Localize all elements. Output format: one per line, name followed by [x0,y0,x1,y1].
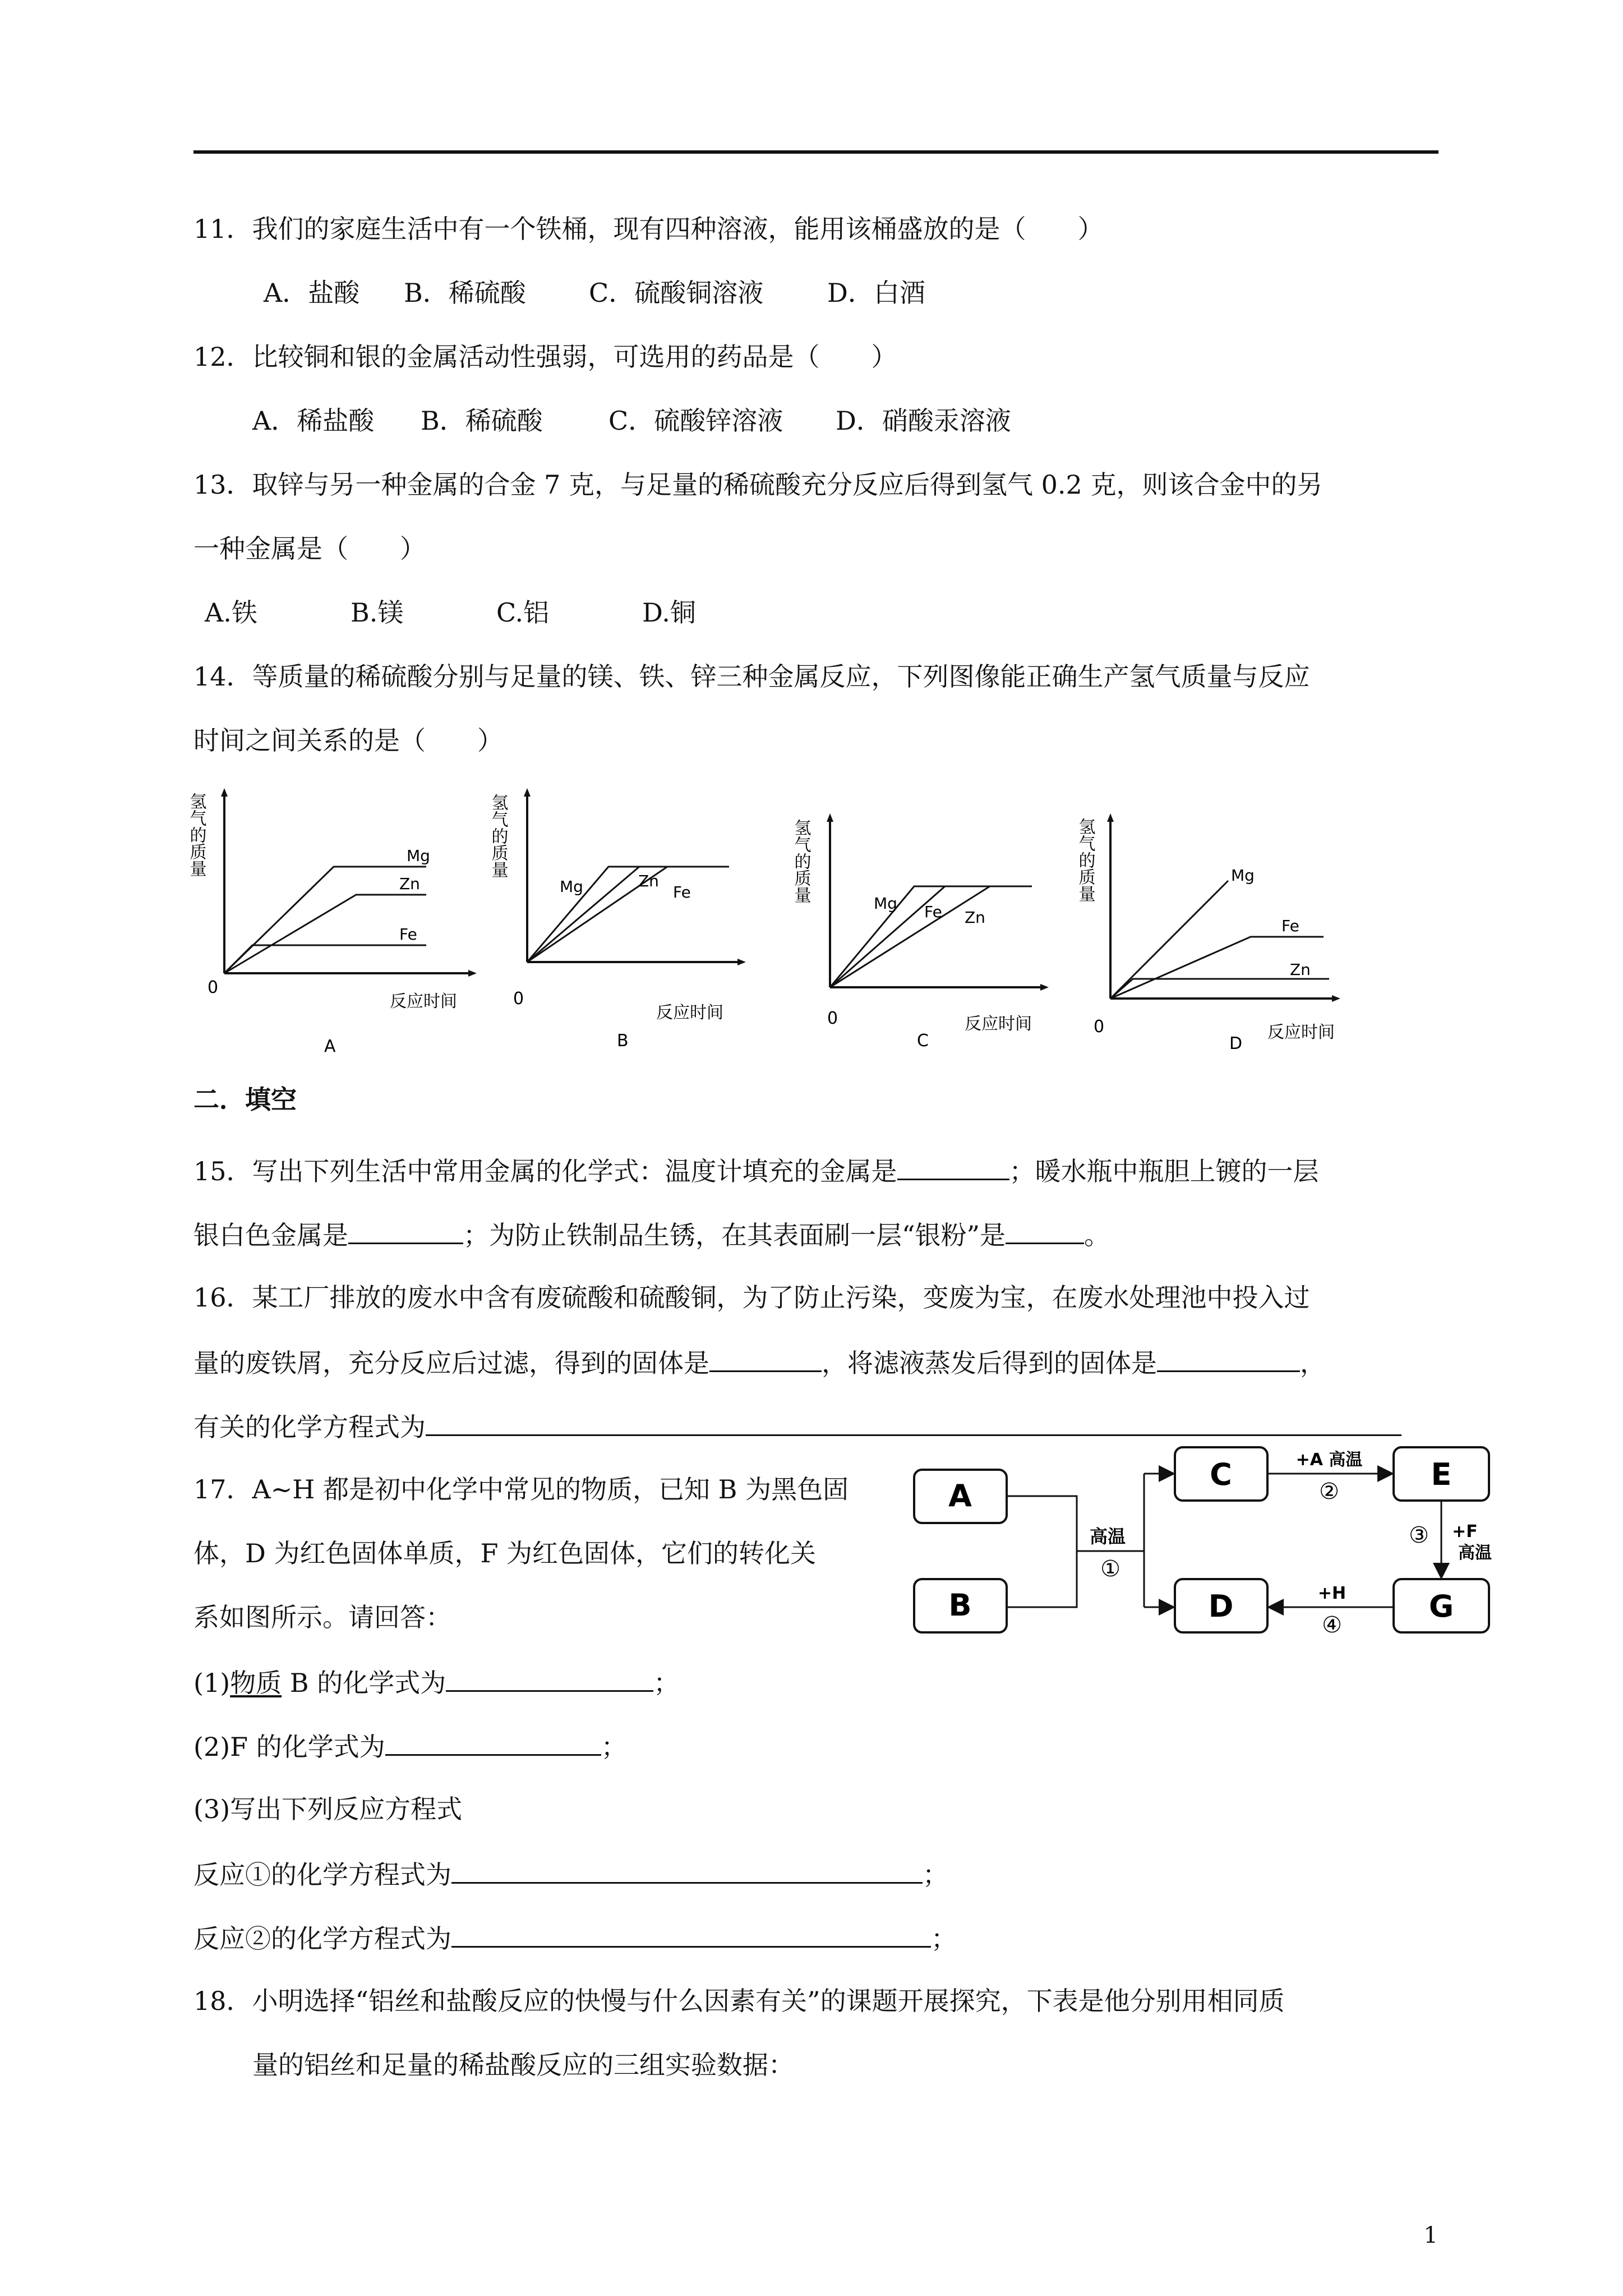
flow-node-d-label: D [1208,1589,1234,1624]
q15-blank-1[interactable] [897,1153,1009,1180]
q17-line2: 体，D 为红色固体单质，F 为红色固体，它们的转化关 [193,1538,817,1568]
graph-d-ylabel: 氢气的质量 [1075,818,1095,902]
graph-b-xlabel: 反应时间 [656,1003,723,1023]
q17-sub4-end: ； [923,1860,948,1890]
flow-node-e-label: E [1431,1457,1452,1492]
q16-line2 [193,1345,1326,1380]
q17-blank-3[interactable] [451,1856,923,1884]
q16-text-4: 有关的化学方程式为 [193,1412,426,1442]
q12-option-d: D．硝酸汞溶液 [836,406,1011,436]
q17-sub4-text: 反应①的化学方程式为 [193,1860,451,1890]
q12-stem: 12．比较铜和银的金属活动性强弱，可选用的药品是（ ） [193,342,897,372]
q15-line1 [193,1153,1319,1188]
q17-blank-2[interactable] [385,1728,601,1756]
q15-blank-3[interactable] [1006,1217,1084,1244]
graph-d [1075,808,1346,1060]
q13-option-a: A.铁 [205,597,257,628]
q16-blank-2[interactable] [1157,1345,1300,1372]
q15-text-2: ；暖水瓶中瓶胆上镀的一层 [1009,1156,1319,1186]
q16-text-3: ， [1300,1348,1326,1378]
flow-edge-4-label: +H [1317,1584,1347,1603]
graph-a-mg-line [224,867,426,973]
q16-text-1: 量的废铁屑，充分反应后过滤，得到的固体是 [193,1348,709,1378]
q17-sub1 [193,1664,679,1700]
graph-d-zn-line [1110,979,1329,999]
graph-c-fe-label: Fe [924,903,942,921]
flow-edge-3-num: ③ [1409,1522,1429,1548]
graph-c [791,808,1054,1060]
graph-a-zn-line [224,895,426,973]
flow-edge-3-label-1: +F [1452,1522,1478,1542]
flow-merge-bracket [1007,1496,1077,1607]
q17-flow-diagram [897,1436,1514,1677]
q18-line1: 18．小明选择“铝丝和盐酸反应的快慢与什么因素有关”的课题开展探究，下表是他分别用相同质 [193,1986,1285,2016]
q17-blank-4[interactable] [451,1920,931,1948]
q15-text-4: ；为防止铁制品生锈，在其表面刷一层“银粉”是 [463,1220,1006,1250]
q17-sub1-text: B 的化学式为 [282,1668,446,1698]
graph-b-panel-label: B [617,1031,629,1051]
q15-line2 [193,1217,1110,1252]
q17-sub3: (3)写出下列反应方程式 [193,1794,463,1824]
page-number: 1 [1423,2223,1438,2248]
q13-option-b: B.镁 [351,597,404,628]
header-rule [193,150,1438,154]
graph-c-xlabel: 反应时间 [965,1014,1032,1034]
q12-option-b: B．稀硫酸 [421,406,543,436]
q17-sub1-num: (1) [193,1668,230,1698]
q17-sub1-underlined: 物质 [230,1668,282,1698]
graph-b-fe-label: Fe [673,883,691,901]
flow-edge-3-label-2: 高温 [1458,1543,1492,1563]
q11-option-d: D．白酒 [827,278,925,308]
q16-blank-3[interactable] [426,1409,1401,1436]
q16-blank-1[interactable] [709,1345,822,1372]
q15-text-1: 15．写出下列生活中常用金属的化学式：温度计填充的金属是 [193,1156,897,1186]
q16-line1: 16．某工厂排放的废水中含有废硫酸和硫酸铜，为了防止污染，变废为宝，在废水处理池中投入过 [193,1282,1310,1313]
q11-option-a: A．盐酸 [264,278,360,308]
graph-c-ylabel: 氢气的质量 [791,819,811,903]
graph-c-mg-label: Mg [874,894,897,913]
q17-sub1-end: ； [653,1668,680,1698]
q13-option-c: C.铝 [496,597,550,628]
graph-b-mg-line [527,867,729,962]
q17-line3: 系如图所示。请回答： [193,1602,451,1632]
graph-c-panel-label: C [917,1031,929,1051]
q15-text-3: 银白色金属是 [193,1220,348,1250]
q17-blank-1[interactable] [446,1664,653,1692]
graph-a-fe-line [224,945,426,973]
graph-a-mg-label: Mg [407,846,430,865]
q14-stem-line2: 时间之间关系的是（ ） [193,725,503,756]
flow-edge-4-num: ④ [1322,1612,1342,1638]
q11-option-b: B．稀硫酸 [404,278,526,308]
graph-c-mg-line [830,886,1032,987]
graph-b-zn-line [527,867,639,962]
q17-sub2-text: (2)F 的化学式为 [193,1732,385,1762]
q17-sub2 [193,1728,627,1764]
graph-a-origin: 0 [208,978,219,997]
q15-blank-2[interactable] [348,1217,463,1244]
graph-b-zn-label: Zn [638,872,659,890]
q18-line2: 量的铝丝和足量的稀盐酸反应的三组实验数据： [252,2050,794,2080]
graph-d-fe-label: Fe [1281,917,1299,935]
graph-c-origin: 0 [827,1009,838,1028]
q17-sub4 [193,1856,948,1892]
graph-b [488,783,751,1057]
q17-sub5-text: 反应②的化学方程式为 [193,1924,451,1954]
q12-option-c: C．硫酸锌溶液 [608,406,783,436]
graph-d-mg-label: Mg [1231,866,1255,885]
section-title: 二．填空 [193,1084,297,1115]
graph-a-ylabel: 氢气的质量 [186,793,206,877]
graph-c-zn-line [830,886,990,987]
flow-node-c-label: C [1210,1457,1232,1492]
q16-text-2: ，将滤液蒸发后得到的固体是 [822,1348,1157,1378]
q17-sub2-end: ； [601,1732,627,1762]
graph-d-panel-label: D [1229,1034,1243,1053]
graph-a-panel-label: A [324,1037,336,1056]
flow-edge-1-num: ① [1100,1556,1121,1582]
graph-a-zn-label: Zn [399,875,420,893]
flow-edge-1-label: 高温 [1089,1526,1126,1547]
graph-d-origin: 0 [1094,1017,1105,1037]
graph-a [186,783,482,1057]
q15-text-5: 。 [1084,1220,1110,1250]
graph-d-zn-label: Zn [1290,960,1311,979]
graph-a-fe-label: Fe [399,925,417,944]
graph-b-ylabel: 氢气的质量 [488,794,508,878]
q13-stem-line2: 一种金属是（ ） [193,533,426,564]
flow-edge-2-num: ② [1319,1479,1339,1504]
graph-d-xlabel: 反应时间 [1267,1023,1335,1042]
graph-b-origin: 0 [513,989,524,1009]
q13-option-d: D.铜 [642,597,696,628]
graph-c-zn-label: Zn [965,908,985,927]
graph-d-mg-line [1110,881,1228,999]
q12-option-a: A．稀盐酸 [252,406,375,436]
flow-node-b-label: B [948,1588,972,1623]
q17-line1: 17．A~H 都是初中化学中常见的物质，已知 B 为黑色固 [193,1474,849,1504]
flow-node-a-label: A [948,1478,972,1513]
flow-edge-2-label: +A 高温 [1295,1450,1363,1470]
q14-stem-line1: 14．等质量的稀硫酸分别与足量的镁、铁、锌三种金属反应，下列图像能正确生产氢气质量与反应 [193,661,1310,692]
q11-option-c: C．硫酸铜溶液 [589,278,764,308]
q13-stem-line1: 13．取锌与另一种金属的合金 7 克，与足量的稀硫酸充分反应后得到氢气 0.2 克，则该合金中的另 [193,470,1323,500]
graph-b-mg-label: Mg [560,877,583,896]
q11-stem: 11．我们的家庭生活中有一个铁桶，现有四种溶液，能用该桶盛放的是（ ） [193,214,1104,244]
q17-sub5-end: ； [931,1924,957,1954]
q17-sub5 [193,1920,957,1955]
flow-node-g-label: G [1428,1589,1454,1624]
graph-a-xlabel: 反应时间 [390,992,457,1011]
